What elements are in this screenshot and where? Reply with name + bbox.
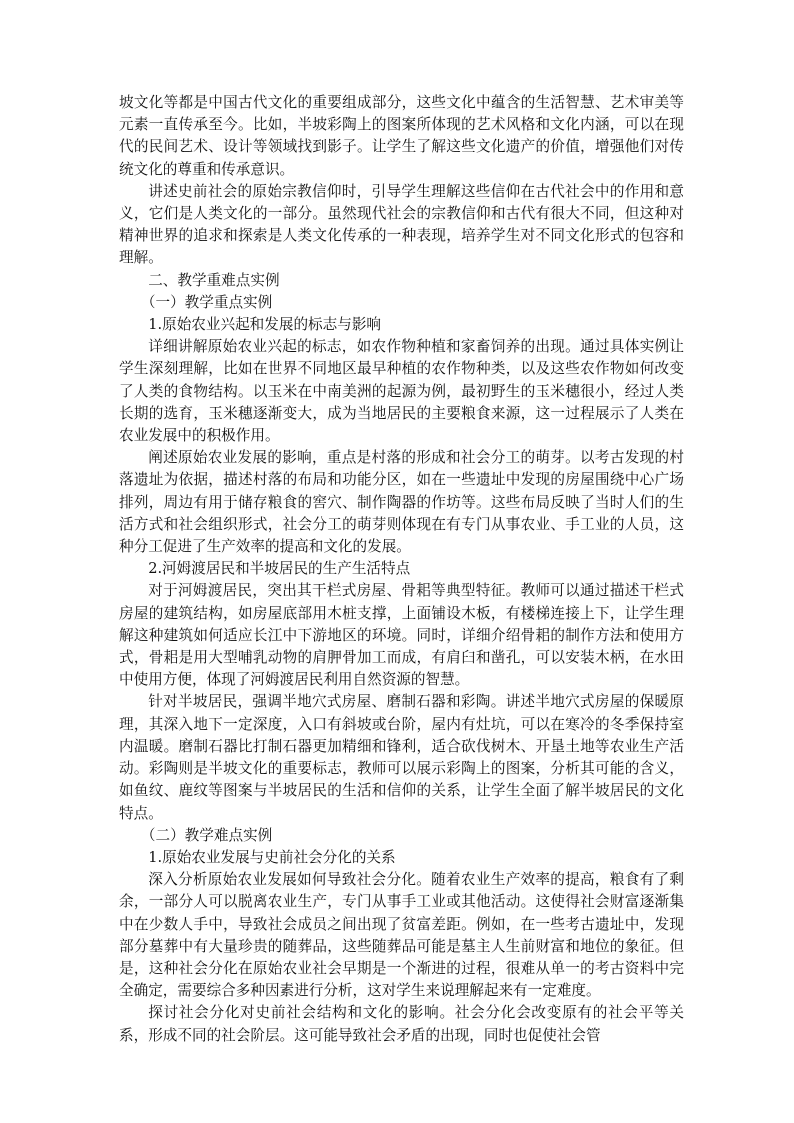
paragraph-cultural-heritage: 坡文化等都是中国古代文化的重要组成部分，这些文化中蕴含的生活智慧、艺术审美等元素一直传承至今。比如，半坡彩陶上的图案所体现的艺术风格和文化内涵，可以在现代的民间艺术、设计等领域找到影子。让学生了解这些文化遗产的价值，增强他们对传统文化的尊重和传承意识。: [119, 94, 684, 178]
section-heading-key-difficult-points: 二、教学重难点实例: [148, 271, 280, 289]
paragraph-agriculture-signs: 详细讲解原始农业兴起的标志，如农作物种植和家畜饲养的出现。通过具体实例让学生深刻理解，比如在世界不同地区最早种植的农作物种类，以及这些农作物如何改变了人类的食物结构。以玉米在中南美洲的起源为例，最初野生的玉米穗很小，经过人类长期的选育，玉米穗逐渐变大，成为当地居民的主要粮食来源，这一过程展示了人类在农业发展中的积极作用。: [119, 338, 684, 445]
item-heading-agriculture-origin: 1.原始农业兴起和发展的标志与影响: [148, 316, 382, 334]
paragraph-banpo: 针对半坡居民，强调半地穴式房屋、磨制石器和彩陶。讲述半地穴式房屋的保暖原理，其深入地下一定深度，入口有斜坡或台阶，屋内有灶坑，可以在寒冷的冬季保持室内温暖。磨制石器比打制石器更加精细和锋利，适合砍伐树木、开垦土地等农业生产活动。彩陶则是半坡文化的重要标志，教师可以展示彩陶上的图案，分析其可能的含义，如鱼纹、鹿纹等图案与半坡居民的生活和信仰的关系，让学生全面了解半坡居民的文化特点。: [119, 693, 684, 822]
document-page: [119, 92, 684, 1047]
subsection-heading-difficult-points: （二）教学难点实例: [140, 826, 273, 844]
subsection-heading-key-points: （一）教学重点实例: [140, 293, 273, 311]
paragraph-agriculture-impact: 阐述原始农业发展的影响，重点是村落的形成和社会分工的萌芽。以考古发现的村落遗址为依据，描述村落的布局和功能分区，如在一些遗址中发现的房屋围绕中心广场排列，周边有用于储存粮食的窖穴、制作陶器的作坊等。这些布局反映了当时人们的生活方式和社会组织形式，社会分工的萌芽则体现在有专门从事农业、手工业的人员，这种分工促进了生产效率的提高和文化的发展。: [119, 449, 684, 556]
paragraph-social-differentiation: 深入分析原始农业发展如何导致社会分化。随着农业生产效率的提高，粮食有了剩余，一部分人可以脱离农业生产，专门从事手工业或其他活动。这使得社会财富逐渐集中在少数人手中，导致社会成员之间出现了贫富差距。例如，在一些考古遗址中，发现部分墓葬中有大量珍贵的随葬品，这些随葬品可能是墓主人生前财富和地位的象征。但是，这种社会分化在原始农业社会早期是一个渐进的过程，很难从单一的考古资料中完全确定，需要综合多种因素进行分析，这对学生来说理解起来有一定难度。: [119, 871, 684, 1000]
paragraph-religious-beliefs: 讲述史前社会的原始宗教信仰时，引导学生理解这些信仰在古代社会中的作用和意义，它们是人类文化的一部分。虽然现代社会的宗教信仰和古代有很大不同，但这种对精神世界的追求和探索是人类文化传承的一种表现，培养学生对不同文化形式的包容和理解。: [119, 182, 684, 267]
item-heading-social-differentiation: 1.原始农业发展与史前社会分化的关系: [148, 848, 396, 866]
paragraph-hemudu: 对于河姆渡居民，突出其干栏式房屋、骨耜等典型特征。教师可以通过描述干栏式房屋的建筑结构，如房屋底部用木桩支撑，上面铺设木板，有楼梯连接上下，让学生理解这种建筑如何适应长江中下游地区的环境。同时，详细介绍骨耜的制作方法和使用方式，骨耜是用大型哺乳动物的肩胛骨加工而成，有肩臼和凿孔，可以安装木柄，在水田中使用方便，体现了河姆渡居民利用自然资源的智慧。: [119, 582, 684, 689]
paragraph-social-structure: 探讨社会分化对史前社会结构和文化的影响。社会分化会改变原有的社会平等关系，形成不同的社会阶层。这可能导致社会矛盾的出现，同时也促使社会管: [119, 1004, 684, 1044]
item-heading-hemudu-banpo: 2.河姆渡居民和半坡居民的生产生活特点: [148, 560, 411, 578]
